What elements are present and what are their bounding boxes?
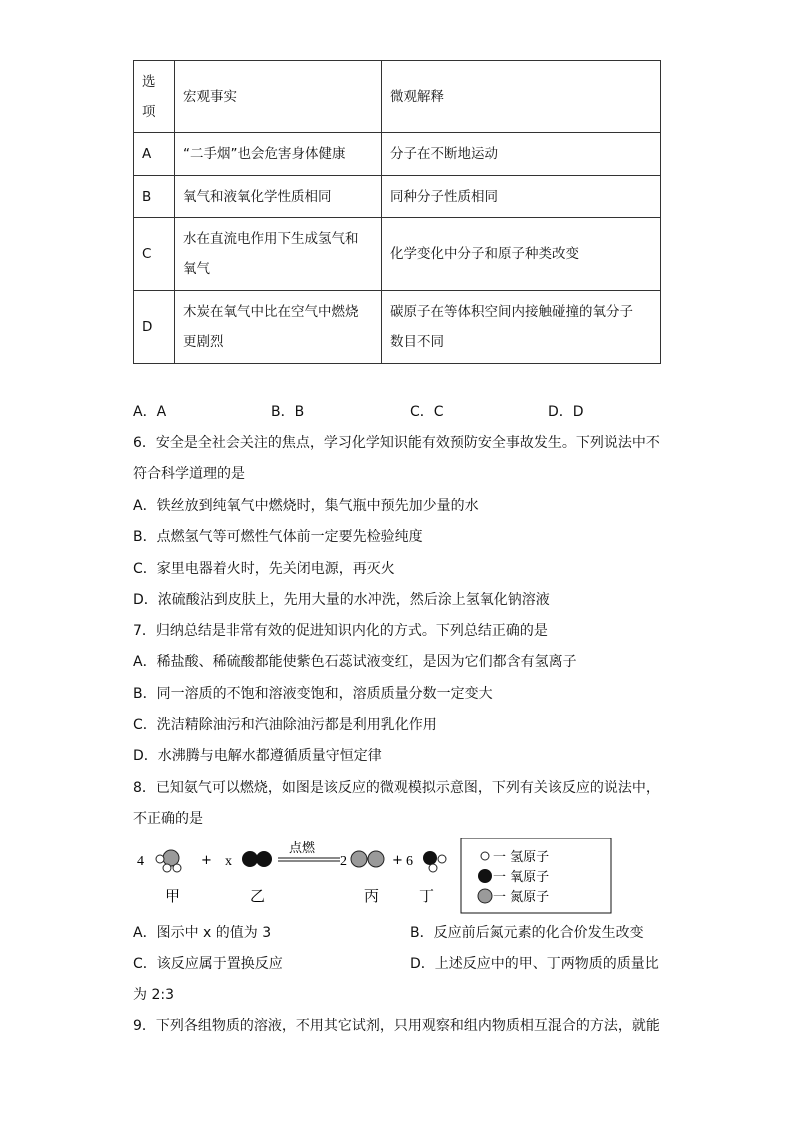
plus-sign: + (392, 853, 403, 868)
header-option-bottom: 项 (142, 103, 156, 120)
row-macro: “二手烟”也会危害身体健康 (175, 133, 382, 176)
row-micro-line: 碳原子在等体积空间内接触碰撞的氧分子 (390, 304, 633, 320)
oxygen-molecule-icon (242, 851, 272, 867)
coef-jia: 4 (137, 854, 144, 869)
table-row (134, 218, 661, 291)
q9-stem: 9．下列各组物质的溶液，不用其它试剂，只用观察和组内物质相互混合的方法，就能 (133, 1018, 660, 1034)
nitrogen-atom-icon (478, 889, 492, 903)
reaction-diagram (133, 838, 673, 918)
legend-oxygen: 一 氧原子 (493, 870, 550, 885)
q8-option-d: D．上述反应中的甲、丁两物质的质量比 (410, 956, 659, 972)
q8-option-c: C．该反应属于置换反应 (133, 956, 283, 972)
header-macro: 宏观事实 (175, 61, 382, 133)
row-macro-line: 更剧烈 (183, 334, 224, 350)
q6-option-d: D．浓硫酸沾到皮肤上，先用大量的水冲洗，然后涂上氢氧化钠溶液 (133, 592, 550, 608)
row-macro (175, 218, 382, 291)
label-ding: 丁 (419, 887, 435, 905)
row-option: C (134, 218, 175, 291)
table-row (134, 291, 661, 364)
q5-option-a: A．A (133, 404, 167, 420)
q6-option-c: C．家里电器着火时，先关闭电源，再灭火 (133, 561, 395, 577)
row-micro: 化学变化中分子和原子种类改变 (382, 218, 661, 291)
q5-option-c: C．C (410, 404, 444, 420)
q6-stem: 6．安全是全社会关注的焦点，学习化学知识能有效预防安全事故发生。下列说法中不 (133, 435, 660, 451)
row-macro (175, 291, 382, 364)
row-micro: 分子在不断地运动 (382, 133, 661, 176)
header-option-top: 选 (142, 73, 156, 90)
oxygen-atom-icon (478, 869, 492, 883)
question-table (133, 60, 661, 364)
row-option: D (134, 291, 175, 364)
ammonia-molecule-icon (156, 850, 181, 872)
row-macro: 氧气和液氧化学性质相同 (175, 176, 382, 218)
table-row (134, 176, 661, 218)
plus-sign: + (201, 853, 212, 868)
reaction-condition: 点燃 (289, 841, 316, 856)
nitrogen-molecule-icon (351, 851, 384, 867)
q7-option-a: A．稀盐酸、稀硫酸都能使紫色石蕊试液变红，是因为它们都含有氢离子 (133, 654, 577, 670)
q6-stem-cont: 符合科学道理的是 (133, 466, 245, 482)
label-yi: 乙 (250, 887, 266, 905)
row-micro (382, 291, 661, 364)
legend-hydrogen: 一 氢原子 (493, 850, 550, 865)
header-micro: 微观解释 (382, 61, 661, 133)
label-bing: 丙 (364, 887, 380, 905)
q8-option-a: A．图示中 x 的值为 3 (133, 925, 272, 941)
table-header-row (134, 61, 661, 133)
coef-bing: 2 (340, 854, 347, 869)
q7-stem: 7．归纳总结是非常有效的促进知识内化的方式。下列总结正确的是 (133, 623, 548, 639)
row-macro-line: 氧气 (183, 261, 210, 277)
q8-option-b: B．反应前后氮元素的化合价发生改变 (410, 925, 644, 941)
row-option: A (134, 133, 175, 176)
q7-option-c: C．洗洁精除油污和汽油除油污都是利用乳化作用 (133, 717, 437, 733)
water-molecule-icon (423, 851, 446, 872)
q6-option-b: B．点燃氢气等可燃性气体前一定要先检验纯度 (133, 529, 423, 545)
row-micro-line: 数目不同 (390, 334, 444, 350)
row-micro: 同种分子性质相同 (382, 176, 661, 218)
coef-yi: x (225, 854, 232, 869)
table-row (134, 133, 661, 176)
q8-stem: 8．已知氨气可以燃烧，如图是该反应的微观模拟示意图，下列有关该反应的说法中， (133, 780, 660, 796)
label-jia: 甲 (165, 887, 181, 905)
header-option (134, 61, 175, 133)
q7-option-b: B．同一溶质的不饱和溶液变饱和，溶质质量分数一定变大 (133, 686, 493, 702)
q8-option-d-cont: 为 2:3 (133, 987, 174, 1003)
row-macro-line: 水在直流电作用下生成氢气和 (183, 231, 359, 247)
q5-option-d: D．D (548, 404, 584, 420)
coef-ding: 6 (406, 854, 413, 869)
hydrogen-atom-icon (481, 852, 489, 860)
q7-option-d: D．水沸腾与电解水都遵循质量守恒定律 (133, 748, 382, 764)
q6-option-a: A．铁丝放到纯氧气中燃烧时，集气瓶中预先加少量的水 (133, 498, 479, 514)
q5-option-b: B．B (271, 404, 305, 420)
row-option: B (134, 176, 175, 218)
row-macro-line: 木炭在氧气中比在空气中燃烧 (183, 304, 359, 320)
legend-nitrogen: 一 氮原子 (493, 890, 550, 905)
q8-stem-cont: 不正确的是 (133, 811, 203, 827)
